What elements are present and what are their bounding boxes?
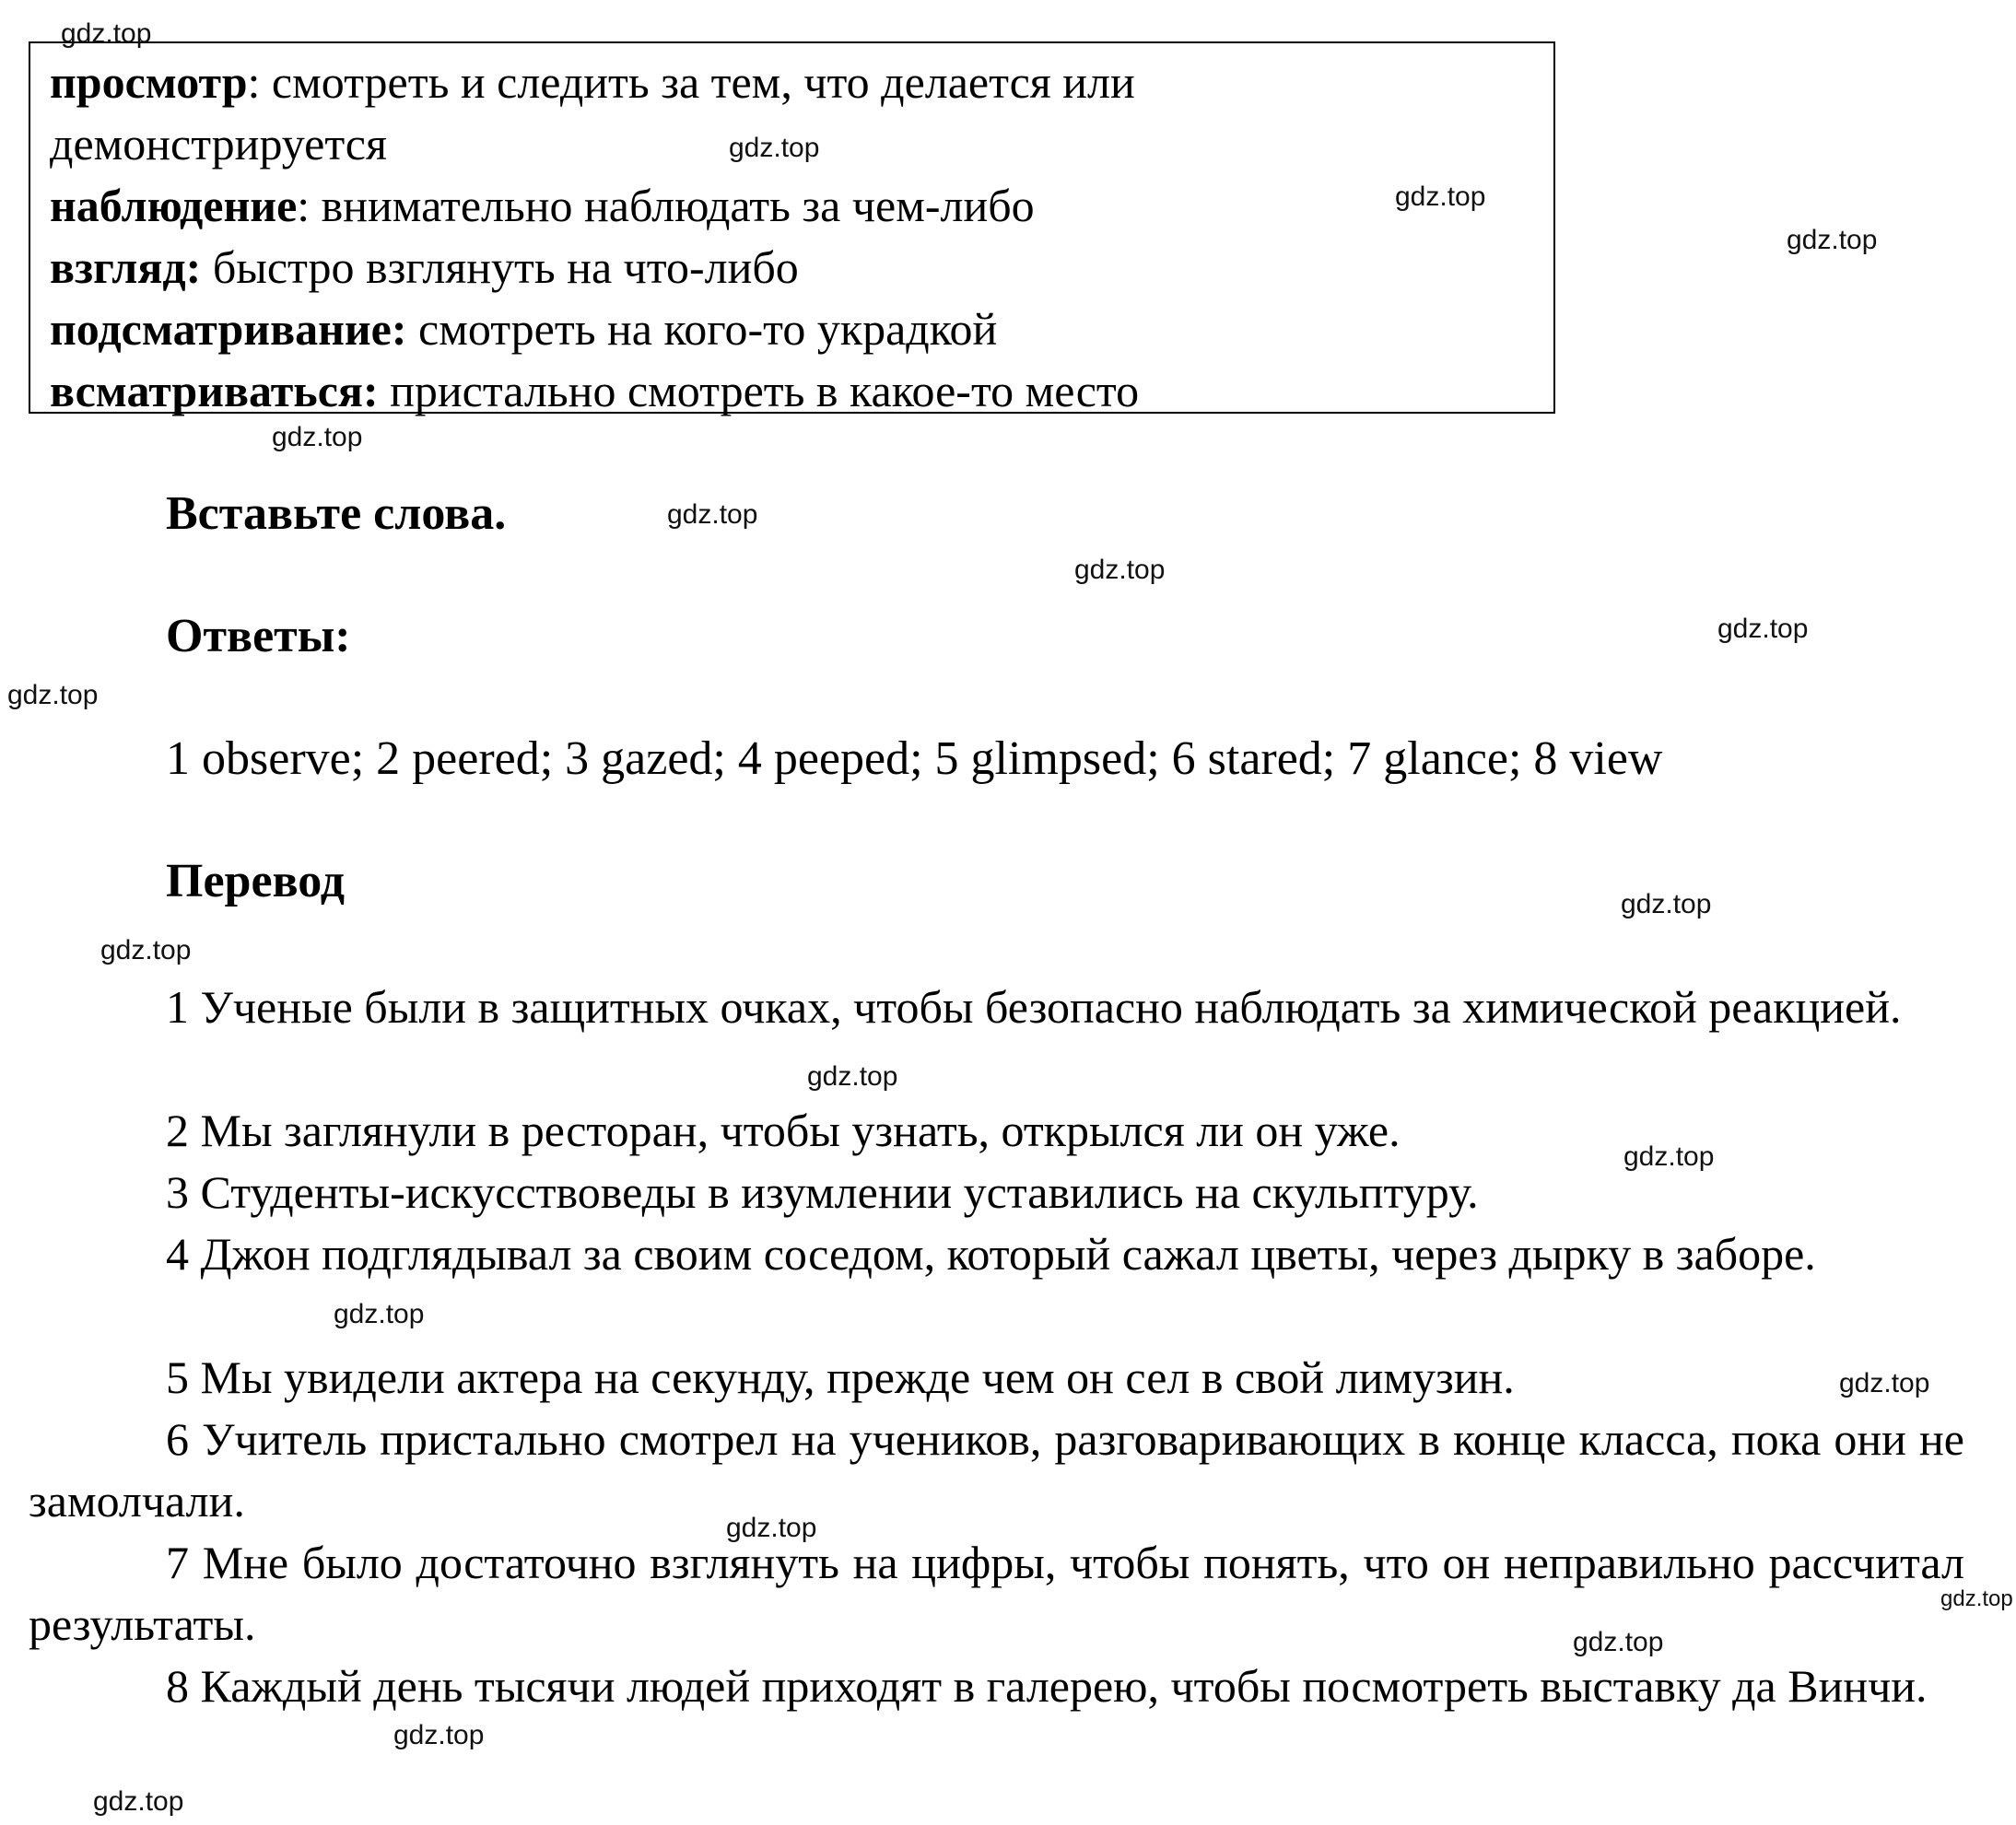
definition-term: просмотр (50, 56, 248, 108)
translation-heading: Перевод (166, 855, 346, 907)
insert-words-heading: Вставьте слова. (166, 487, 507, 540)
translation-item: 2 Мы заглянули в ресторан, чтобы узнать, открылся ли он уже. (166, 1105, 1401, 1156)
watermark: gdz.top (807, 1061, 898, 1092)
answers-text: 1 observe; 2 peered; 3 gazed; 4 peeped; 5 glimpsed; 6 stared; 7 glance; 8 view (166, 732, 1663, 785)
watermark: gdz.top (1621, 889, 1712, 919)
watermark: gdz.top (729, 133, 820, 163)
watermark: gdz.top (272, 422, 363, 452)
watermark: gdz.top (334, 1299, 425, 1329)
definition-line (50, 303, 998, 355)
translation-item: 3 Студенты-искусствоведы в изумлении уставились на скульптуру. (166, 1166, 1479, 1218)
watermark: gdz.top (1940, 1586, 2013, 1611)
definition-text: пристально смотреть в какое-то место (378, 365, 1140, 416)
definition-line (50, 241, 799, 293)
translation-item: 4 Джон подглядывал за своим соседом, который сажал цветы, через дырку в заборе. (166, 1228, 1816, 1280)
watermark: gdz.top (1787, 225, 1878, 255)
watermark: gdz.top (393, 1720, 485, 1750)
definition-term: наблюдение (50, 180, 298, 231)
watermark: gdz.top (726, 1513, 817, 1543)
watermark: gdz.top (1623, 1141, 1715, 1172)
definition-text: быстро взглянуть на что-либо (201, 241, 799, 293)
translation-item: 5 Мы увидели актера на секунду, прежде чем он сел в свой лимузин. (166, 1351, 1515, 1403)
definition-line (50, 365, 1140, 416)
definition-term: всматриваться: (50, 365, 379, 416)
definition-term: подсматривание: (50, 303, 407, 355)
watermark: gdz.top (1839, 1368, 1930, 1398)
translation-item: 6 Учитель пристально смотрел на учеников, разговаривающих в конце класса, пока они не замолчали. (29, 1413, 1964, 1527)
definition-term: взгляд: (50, 241, 202, 293)
definition-text: : внимательно наблюдать за чем-либо (297, 180, 1035, 231)
definition-text: смотреть на кого-то украдкой (406, 303, 998, 355)
watermark: gdz.top (1573, 1627, 1664, 1657)
definition-text: : смотреть и следить за тем, что делается или (247, 56, 1135, 108)
translation-item: 7 Мне было достаточно взглянуть на цифры, чтобы понять, что он неправильно рассчитал результаты. (29, 1537, 1964, 1650)
definition-text: демонстрируется (50, 118, 387, 170)
definition-line-continued (50, 118, 387, 170)
answers-heading: Ответы: (166, 610, 351, 662)
translation-item: 8 Каждый день тысячи людей приходят в галерею, чтобы посмотреть выставку да Винчи. (166, 1660, 1928, 1712)
watermark: gdz.top (1395, 181, 1486, 212)
watermark: gdz.top (93, 1786, 184, 1817)
definition-line (50, 56, 1135, 108)
watermark: gdz.top (667, 499, 758, 530)
watermark: gdz.top (100, 935, 192, 965)
definition-line (50, 180, 1035, 231)
watermark: gdz.top (1717, 614, 1809, 644)
translation-item: 1 Ученые были в защитных очках, чтобы безопасно наблюдать за химической реакцией. (166, 981, 1902, 1033)
watermark: gdz.top (7, 680, 99, 710)
watermark: gdz.top (61, 18, 152, 49)
watermark: gdz.top (1074, 555, 1166, 585)
